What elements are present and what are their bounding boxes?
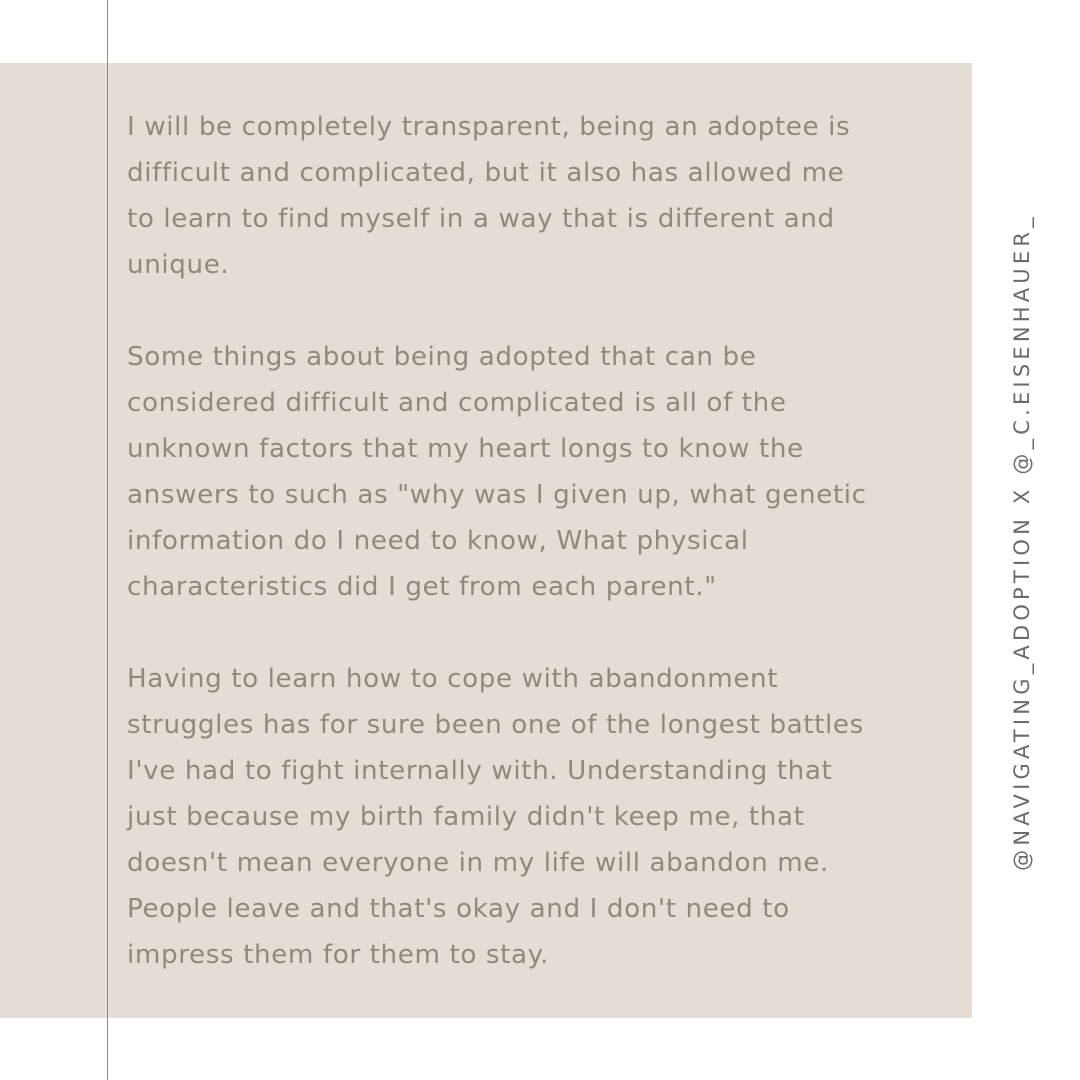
- paragraph-1: I will be completely transparent, being an adoptee is difficult and complicated, but it also has allowed me to learn to find myself in a way that is different and unique.: [127, 112, 851, 280]
- paragraph-2: Some things about being adopted that can be considered difficult and complicated is all of the unknown factors that my heart longs to know the answers to such as "why was I given up, what genetic information do I need to know, What physical characteristics did I get from each parent.": [127, 342, 867, 602]
- paragraph-3: Having to learn how to cope with abandonment struggles has for sure been one of the longest battles I've had to fight internally with. Understanding that just because my birth family didn't keep me, that doesn't mean everyone in my life will abandon me. People leave and that's okay and I don't need to impress them for them to stay.: [127, 664, 864, 970]
- post-body: [127, 104, 957, 978]
- account-handles-vertical: @NAVIGATING_ADOPTION X @_C.EISENHAUER_: [1010, 213, 1034, 871]
- vertical-divider-line: [107, 0, 108, 1080]
